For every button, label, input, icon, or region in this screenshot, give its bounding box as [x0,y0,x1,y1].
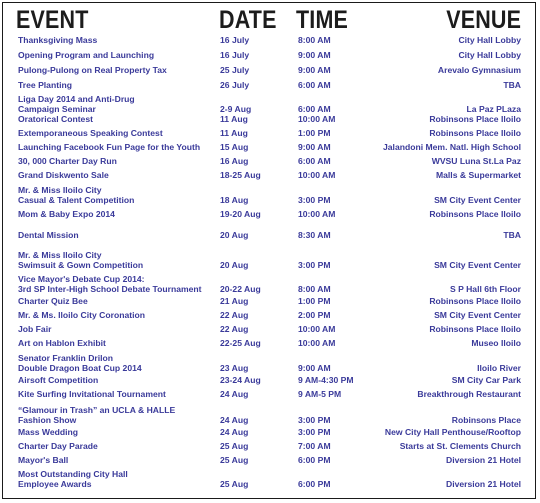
event-date: 22 Aug [220,310,249,320]
event-date: 16 July [220,50,250,60]
event-venue: Robinsons Place Iloilo [429,209,521,219]
event-name-line: Mom & Baby Expo 2014 [18,209,115,219]
event-venue: La Paz PLaza [466,103,521,114]
event-name-line: Most Outstanding City Hall [18,469,128,479]
event-venue: SM City Car Park [451,375,521,385]
event-time: 9 AM-4:30 PM [298,375,354,385]
event-time: 10:00 AM [298,114,336,124]
event-venue: New City Hall Penthouse/Rooftop [384,427,521,437]
event-time: 9:00 AM [298,362,331,373]
event-time: 6:00 AM [298,80,331,90]
event-date: 15 Aug [220,142,249,152]
event-name [18,186,228,205]
event-venue: Jalandoni Mem. Natl. High School [383,142,521,152]
event-name [18,406,228,425]
event-date: 24 Aug [220,389,249,399]
event-name-line: Mayor's Ball [18,455,69,465]
event-time: 8:00 AM [298,35,331,45]
event-date: 21 Aug [220,296,249,306]
event-date: 2-9 Aug [220,103,252,114]
event-name [18,81,228,91]
event-venue: Robinsons Place Iloilo [429,114,521,124]
event-name [18,390,228,400]
event-name-line: Oratorical Contest [18,114,93,124]
event-time: 8:30 AM [298,230,331,240]
event-date: 24 Aug [220,427,249,437]
event-time: 3:00 PM [298,414,331,425]
event-name-line: Tree Planting [18,80,72,90]
event-name-line: Double Dragon Boat Cup 2014 [18,362,142,373]
event-venue: Malls & Supermarket [435,170,521,180]
event-name-line: Charter Day Parade [18,441,98,451]
event-name [18,51,228,61]
event-date: 22-25 Aug [220,338,261,348]
event-venue: SM City Event Center [434,259,521,270]
event-venue: Robinsons Place Iloilo [429,296,521,306]
event-venue: Breakthrough Restaurant [417,389,521,399]
event-name [18,115,228,125]
event-name-line: Pulong-Pulong on Real Property Tax [18,65,167,75]
event-name-line: Mr. & Ms. Iloilo City Coronation [18,310,145,320]
event-name [18,354,228,373]
event-date: 16 July [220,35,250,45]
event-time: 10:00 AM [298,170,336,180]
event-name-line: Kite Surfing Invitational Tournament [18,389,166,399]
event-name-line: Fashion Show [18,414,77,425]
event-name-line: Employee Awards [18,478,92,489]
event-name [18,442,228,452]
event-name-line: Job Fair [18,324,52,334]
event-venue: Arevalo Gymnasium [437,65,521,75]
event-name [18,66,228,76]
event-name [18,428,228,438]
event-name [18,171,228,181]
event-name-line: Mass Wedding [18,427,79,437]
header-date: DATE [219,6,277,34]
event-name-line: Grand Diskwento Sale [18,170,109,180]
event-time: 3:00 PM [298,259,331,270]
event-venue: City Hall Lobby [458,35,521,45]
event-date: 20 Aug [220,230,249,240]
event-name [18,129,228,139]
event-name-line: Art on Hablon Exhibit [18,338,106,348]
event-name [18,275,228,294]
event-name-line: Campaign Seminar [18,103,96,114]
event-time: 1:00 PM [298,128,331,138]
event-name-line: Launching Facebook Fun Page for the Youth [18,142,201,152]
event-time: 10:00 AM [298,209,336,219]
event-name-line: Airsoft Competition [18,375,99,385]
header-time: TIME [296,6,349,34]
event-venue: S P Hall 6th Floor [450,283,521,294]
event-name-line: 30, 000 Charter Day Run [18,156,117,166]
event-date: 18 Aug [220,194,249,205]
event-name-line: Swimsuit & Gown Competition [18,259,144,270]
event-name [18,251,228,270]
event-date: 22 Aug [220,324,249,334]
event-time: 3:00 PM [298,427,331,437]
event-venue: Starts at St. Clements Church [399,441,521,451]
event-name [18,325,228,335]
event-date: 19-20 Aug [220,209,261,219]
event-date: 23-24 Aug [220,375,261,385]
event-date: 16 Aug [220,156,249,166]
event-venue: SM City Event Center [434,310,521,320]
event-time: 9:00 AM [298,65,331,75]
header-event: EVENT [16,6,89,34]
event-venue: Diversion 21 Hotel [446,478,521,489]
schedule-table [2,2,536,499]
event-time: 10:00 AM [298,324,336,334]
event-time: 2:00 PM [298,310,331,320]
event-date: 23 Aug [220,362,249,373]
event-name [18,376,228,386]
header-venue: VENUE [446,6,521,34]
event-date: 20-22 Aug [220,283,261,294]
event-date: 25 July [220,65,250,75]
event-time: 6:00 AM [298,156,331,166]
event-name-line: Charter Quiz Bee [18,296,88,306]
event-date: 18-25 Aug [220,170,261,180]
event-venue: City Hall Lobby [458,50,521,60]
event-time: 9:00 AM [298,50,331,60]
event-date: 11 Aug [220,114,248,124]
event-venue: Iloilo River [477,362,521,373]
event-name-line: Mr. & Miss Iloilo City [18,185,102,195]
event-date: 20 Aug [220,259,249,270]
event-time: 6:00 PM [298,478,331,489]
event-name-line: “Glamour in Trash” an UCLA & HALLE [18,405,176,415]
event-time: 10:00 AM [298,338,336,348]
event-date: 26 July [220,80,250,90]
event-time: 3:00 PM [298,194,331,205]
event-name-line: Casual & Talent Competition [18,194,135,205]
event-date: 25 Aug [220,478,249,489]
event-time: 1:00 PM [298,296,331,306]
event-venue: WVSU Luna St.La Paz [431,156,521,166]
event-name [18,311,228,321]
event-venue: Robinsons Place [451,414,521,425]
event-venue: Museo Iloilo [471,338,521,348]
event-name [18,143,228,153]
event-time: 9 AM-5 PM [298,389,342,399]
event-name-line: Mr. & Miss Iloilo City [18,250,102,260]
event-name [18,231,228,241]
event-time: 8:00 AM [298,283,331,294]
event-venue: Robinsons Place Iloilo [429,128,521,138]
event-name-line: Opening Program and Launching [18,50,155,60]
event-name-line: 3rd SP Inter-High School Debate Tournament [18,283,202,294]
event-venue: TBA [503,230,521,240]
event-name [18,36,228,46]
event-date: 25 Aug [220,455,249,465]
event-name-line: Dental Mission [18,230,79,240]
event-venue: Diversion 21 Hotel [446,455,521,465]
event-time: 6:00 PM [298,455,331,465]
event-venue: Robinsons Place Iloilo [429,324,521,334]
event-date: 25 Aug [220,441,249,451]
event-name-line: Vice Mayor's Debate Cup 2014: [18,274,145,284]
event-date: 11 Aug [220,128,248,138]
event-name [18,157,228,167]
event-name [18,95,228,114]
event-venue: TBA [503,80,521,90]
event-time: 6:00 AM [298,103,331,114]
event-date: 24 Aug [220,414,249,425]
event-time: 9:00 AM [298,142,331,152]
event-name-line: Thanksgiving Mass [18,35,98,45]
event-name-line: Senator Franklin Drilon [18,353,114,363]
event-name-line: Extemporaneous Speaking Contest [18,128,163,138]
event-name [18,297,228,307]
event-venue: SM City Event Center [434,194,521,205]
event-name [18,339,228,349]
event-name [18,210,228,220]
event-name [18,470,228,489]
event-name-line: Liga Day 2014 and Anti-Drug [18,94,135,104]
event-name [18,456,228,466]
event-time: 7:00 AM [298,441,331,451]
